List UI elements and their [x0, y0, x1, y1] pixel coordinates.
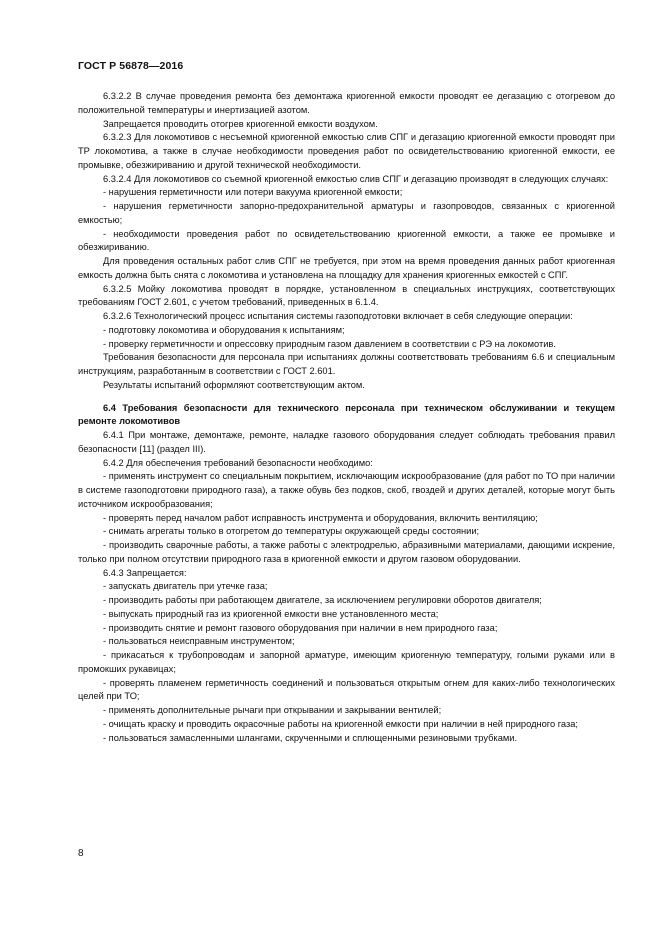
- paragraph: 6.3.2.2 В случае проведения ремонта без демонтажа криогенной емкости проводят ее дегазацию с отогревом до положительной температуры и инертизацией азотом.: [78, 91, 615, 115]
- body-text: [78, 90, 615, 745]
- paragraph: 6.4.3 Запрещается:: [103, 567, 187, 578]
- paragraph: 6.3.2.3 Для локомотивов с несъемной криогенной емкостью слив СПГ и дегазацию криогенной емкости проводят при ТР локомотива, а также в случае необходимости проведения работ по освидетельствованию криогенной емкости, ее промывке, обезжириванию и другой технической необходимости.: [78, 132, 615, 170]
- paragraph: Требования безопасности для персонала при испытаниях должны соответствовать требованиям 6.6 и специальным инструкциям, разработанным в соответствии с ГОСТ 2.601.: [78, 352, 615, 376]
- list-item: - нарушения герметичности или потери вакуума криогенной емкости;: [103, 187, 403, 198]
- list-item: - пользоваться неисправным инструментом;: [103, 636, 295, 647]
- list-item: - подготовку локомотива и оборудования к испытаниям;: [103, 324, 345, 335]
- list-item: - производить работы при работающем двигателе, за исключением регулировки оборотов двигателя;: [103, 595, 542, 605]
- paragraph: 6.3.2.4 Для локомотивов со съемной криогенной емкостью слив СПГ и дегазацию производят в следующих случаях:: [103, 173, 609, 184]
- list-item: - выпускать природный газ из криогенной емкости вне установленного места;: [103, 608, 439, 619]
- paragraph: Запрещается проводить отогрев криогенной емкости воздухом.: [103, 118, 378, 129]
- list-item: - производить снятие и ремонт газового оборудования при наличии в нем природного газа;: [103, 622, 498, 633]
- list-item: - пользоваться замасленными шлангами, скрученными и сплющенными резиновыми трубками.: [103, 732, 518, 743]
- list-item: - запускать двигатель при утечке газа;: [103, 581, 268, 592]
- list-item: - проверять перед началом работ исправность инструмента и оборудования, включить вентиляцию;: [103, 512, 538, 523]
- list-item: - очищать краску и проводить окрасочные работы на криогенной емкости при наличии в ней природного газа;: [103, 718, 579, 729]
- document-header: ГОСТ Р 56878—2016: [78, 60, 184, 72]
- page-number: 8: [78, 848, 84, 859]
- paragraph: Результаты испытаний оформляют соответствующим актом.: [103, 379, 365, 390]
- list-item: - проверять пламенем герметичность соединений и пользоваться открытым огнем для каких-либо технологических целей при ТО;: [78, 677, 615, 702]
- list-item: - производить сварочные работы, а также работы с электродрелью, абразивными материалами, дающими искрение, только при полном отсутствии природного газа в криогенной емкости и другом газовом оборудовании.: [78, 540, 615, 564]
- list-item: - применять дополнительные рычаги при открывании и закрывании вентилей;: [103, 705, 442, 715]
- list-item: - проверку герметичности и опрессовку природным газом давлением в соответствии с РЭ на локомотив.: [103, 338, 556, 349]
- list-item: - применять инструмент со специальным покрытием, исключающим искрообразование (для работ по ТО при наличии в системе газоподготовки природного газа), а также обувь без подков, скоб, гвоздей и других деталей, которые могут быть источником искрообразования;: [78, 471, 615, 509]
- paragraph: 6.3.2.6 Технологический процесс испытания системы газоподготовки включает в себя следующие операции:: [103, 311, 573, 321]
- list-item: - необходимости проведения работ по освидетельствованию криогенной емкости, а также ее промывке и обезжириванию.: [78, 228, 615, 253]
- paragraph: 6.4.1 При монтаже, демонтаже, ремонте, наладке газового оборудования следует соблюдать требования правил безопасности [11] (раздел III).: [78, 430, 615, 454]
- paragraph: Для проведения остальных работ слив СПГ не требуется, при этом на время проведения данных работ криогенная емкость должна быть снята с локомотива и установлена на площадку для хранения криогенных емкостей с СПГ.: [78, 256, 615, 280]
- list-item: - снимать агрегаты только в отогретом до температуры окружающей среды состоянии;: [103, 526, 480, 537]
- list-item: - прикасаться к трубопроводам и запорной арматуре, имеющим криогенную температуру, голыми руками или в промокших рукавицах;: [78, 650, 615, 674]
- list-item: - нарушения герметичности запорно-предохранительной арматуры и газопроводов, связанных с криогенной емкостью;: [78, 201, 615, 225]
- paragraph: 6.3.2.5 Мойку локомотива проводят в порядке, установленном в специальных инструкциях, соответствующих требованиям ГОСТ 2.601, с учетом требований, приведенных в 6.1.4.: [78, 283, 615, 308]
- paragraph: 6.4.2 Для обеспечения требований безопасности необходимо:: [103, 457, 373, 468]
- section-heading: 6.4 Требования безопасности для технического персонала при техническом обслуживании и текущем ремонте локомотивов: [78, 402, 615, 427]
